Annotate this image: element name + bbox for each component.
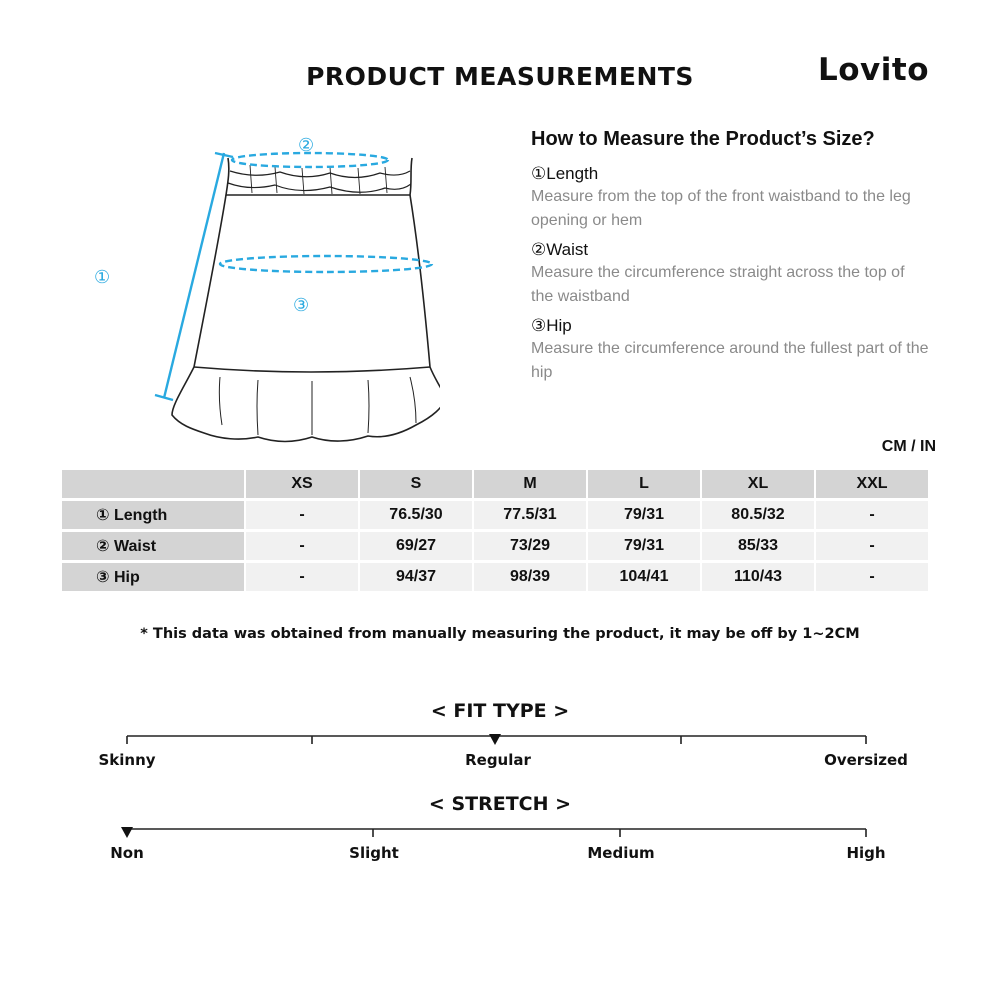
waist-description: Measure the circumference straight across the top of the waistband — [531, 264, 905, 305]
table-cell: 85/33 — [702, 532, 814, 560]
size-header: XL — [702, 470, 814, 498]
table-cell: 73/29 — [474, 532, 586, 560]
stretch-label-non: Non — [110, 844, 144, 862]
page-title: PRODUCT MEASUREMENTS — [306, 62, 694, 91]
table-cell: - — [816, 563, 928, 591]
how-to-heading: How to Measure the Product’s Size? — [531, 128, 875, 150]
marker-waist: ② — [298, 135, 315, 156]
fit-type-indicator-icon — [489, 734, 501, 745]
fit-type-title: < FIT TYPE > — [430, 700, 570, 722]
table-cell: - — [816, 532, 928, 560]
measurement-note: * This data was obtained from manually measuring the product, it may be off by 1~2CM — [140, 626, 860, 642]
table-row-length — [62, 501, 928, 529]
size-header: M — [474, 470, 586, 498]
size-header-row — [62, 470, 928, 498]
table-cell: - — [816, 501, 928, 529]
table-cell: 69/27 — [360, 532, 472, 560]
hip-description: Measure the circumference around the fullest part of the hip — [531, 340, 929, 381]
row-label: ① Length — [62, 501, 244, 529]
header-empty-cell — [62, 470, 244, 498]
table-cell: - — [246, 501, 358, 529]
hip-title: ③Hip — [531, 316, 572, 335]
stretch-title: < STRETCH > — [428, 793, 572, 815]
table-cell: 94/37 — [360, 563, 472, 591]
stretch-indicator-icon — [121, 827, 133, 838]
fit-label-oversized: Oversized — [824, 751, 908, 769]
waist-title: ②Waist — [531, 240, 589, 259]
row-label: ② Waist — [62, 532, 244, 560]
size-header: XXL — [816, 470, 928, 498]
table-cell: 79/31 — [588, 501, 700, 529]
table-cell: 80.5/32 — [702, 501, 814, 529]
stretch-label-high: High — [846, 844, 886, 862]
table-cell: - — [246, 563, 358, 591]
size-header: S — [360, 470, 472, 498]
fit-label-regular: Regular — [465, 751, 531, 769]
length-title: ①Length — [531, 164, 599, 183]
size-table — [60, 467, 930, 594]
table-cell: 98/39 — [474, 563, 586, 591]
how-to-measure — [531, 128, 931, 391]
table-cell: 79/31 — [588, 532, 700, 560]
brand-logo: Lovito — [818, 52, 930, 88]
row-label: ③ Hip — [62, 563, 244, 591]
marker-hip: ③ — [293, 295, 310, 316]
table-cell: 110/43 — [702, 563, 814, 591]
table-row-hip — [62, 563, 928, 591]
stretch-label-medium: Medium — [587, 844, 655, 862]
stretch-label-slight: Slight — [349, 844, 399, 862]
unit-label: CM / IN — [881, 438, 936, 455]
length-description: Measure from the top of the front waistband to the leg opening or hem — [531, 188, 911, 229]
marker-length: ① — [94, 267, 111, 288]
skirt-diagram — [80, 125, 440, 455]
table-cell: - — [246, 532, 358, 560]
fit-label-skinny: Skinny — [98, 751, 156, 769]
table-cell: 76.5/30 — [360, 501, 472, 529]
table-cell: 104/41 — [588, 563, 700, 591]
table-row-waist — [62, 532, 928, 560]
size-header: XS — [246, 470, 358, 498]
size-header: L — [588, 470, 700, 498]
table-cell: 77.5/31 — [474, 501, 586, 529]
